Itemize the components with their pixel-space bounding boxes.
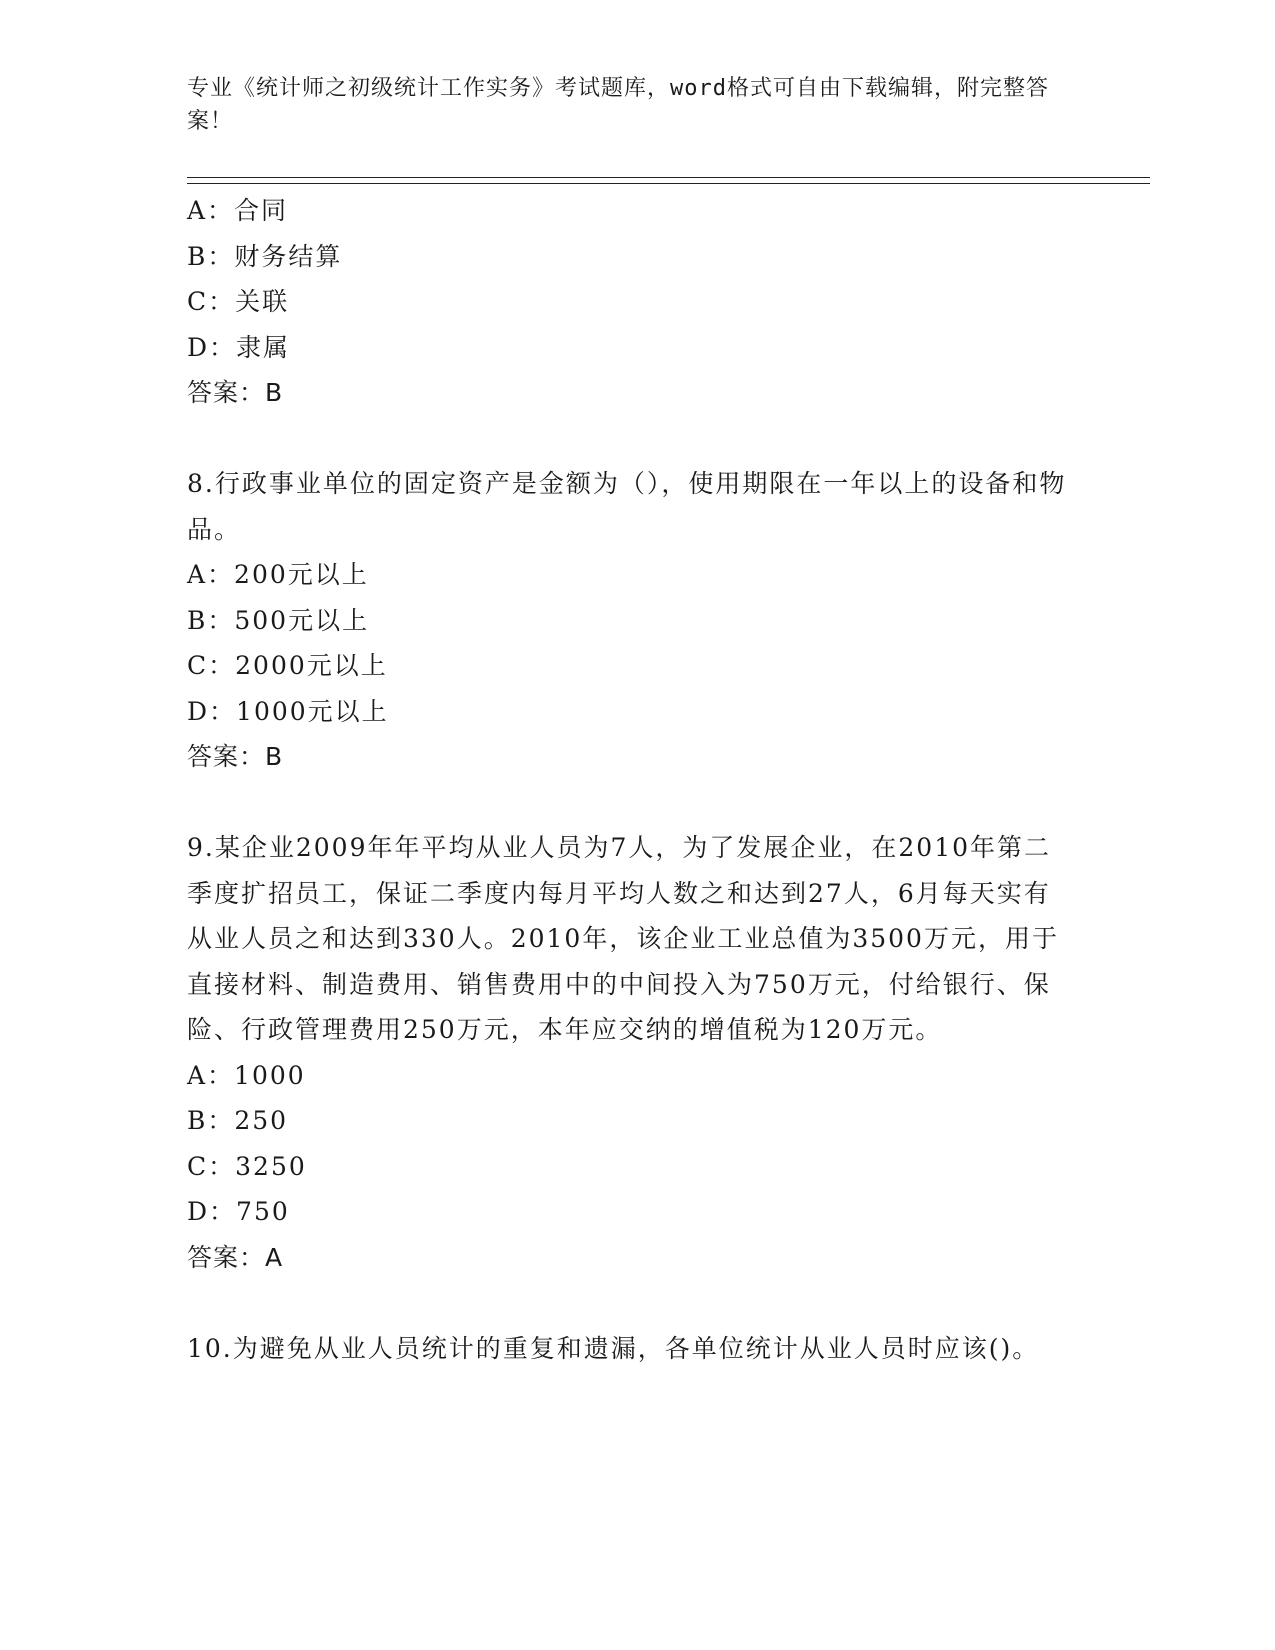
option-b: B：250	[187, 1106, 289, 1135]
question-stem: 9.某企业2009年年平均从业人员为7人，为了发展企业，在2010年第二季度扩招员工，保证二季度内每月平均人数之和达到27人，6月每天实有从业人员之和达到330人。2010年，该企业工业总值为3500万元，用于直接材料、制造费用、销售费用中的中间投入为750万元，付给银行、保险、行政管理费用250万元，本年应交纳的增值税为120万元。	[187, 833, 1059, 1044]
option-a: A：1000	[187, 1060, 306, 1090]
question-10-block	[187, 1326, 1087, 1372]
option-d: D：750	[187, 1197, 290, 1226]
document-header: 专业《统计师之初级统计工作实务》考试题库，word格式可自由下载编辑，附完整答案！	[187, 76, 1049, 134]
option-c: C：2000元以上	[187, 651, 388, 680]
question-list	[187, 188, 1087, 1371]
spacer	[187, 780, 1087, 826]
option-c: C：关联	[187, 287, 290, 316]
spacer	[187, 1280, 1087, 1326]
header-divider-top	[187, 177, 1150, 178]
answer-line: 答案：B	[187, 742, 284, 771]
option-a: A：合同	[187, 196, 289, 225]
spacer	[187, 416, 1087, 462]
option-d: D：1000元以上	[187, 696, 389, 726]
answer-line: 答案：B	[187, 378, 284, 407]
option-b: B：财务结算	[187, 241, 343, 271]
question-8-block	[187, 461, 1087, 780]
question-stem: 10.为避免从业人员统计的重复和遗漏，各单位统计从业人员时应该()。	[187, 1333, 1040, 1363]
prev-question-block	[187, 188, 1087, 416]
option-d: D：隶属	[187, 332, 291, 362]
header-divider-bottom	[187, 183, 1150, 184]
option-a: A：200元以上	[187, 560, 369, 589]
question-stem: 8.行政事业单位的固定资产是金额为（），使用期限在一年以上的设备和物品。	[187, 469, 1067, 544]
question-9-block	[187, 825, 1087, 1280]
answer-line: 答案：A	[187, 1242, 284, 1272]
option-c: C：3250	[187, 1151, 307, 1181]
option-b: B：500元以上	[187, 605, 370, 635]
